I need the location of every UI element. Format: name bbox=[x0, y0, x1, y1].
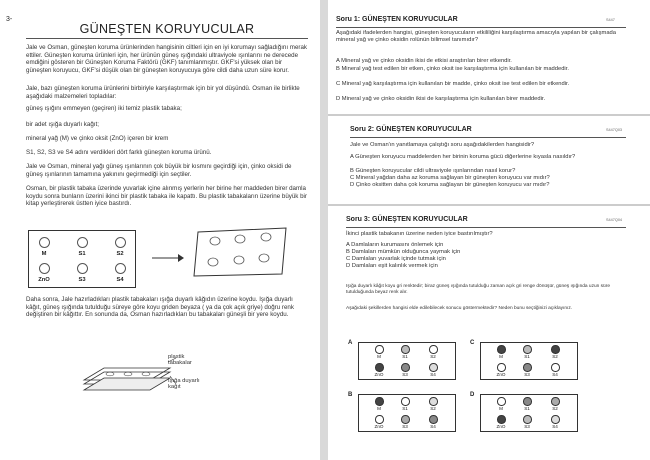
material-item: mineral yağ (M) ve çinko oksit (ZnO) içeren bir krem bbox=[26, 135, 169, 142]
question-3-rule bbox=[346, 227, 626, 228]
option-panel-c[interactable] bbox=[480, 342, 578, 380]
figure-question: Aşağıdaki şekillerden hangisi elde edilebilecek sonucu göstermektedir? Neden bunu seçtiğinizi açıklayınız. bbox=[346, 306, 573, 311]
stack-label-sheets: plastik tabakalar bbox=[168, 354, 192, 366]
question-2-heading: Soru 2: GÜNEŞTEN KORUYUCULAR bbox=[350, 126, 472, 133]
result-circle bbox=[375, 415, 384, 424]
drop-label: S1 bbox=[78, 251, 86, 257]
material-item: güneş ışığını emmeyen (geçiren) iki temiz plastik tabaka; bbox=[26, 105, 182, 112]
result-label: S2 bbox=[552, 354, 558, 359]
result-label: S2 bbox=[430, 354, 436, 359]
drop-label: S3 bbox=[78, 277, 86, 283]
drop-circle bbox=[115, 237, 126, 248]
question-1-option-a[interactable]: A Mineral yağ ve çinko oksidin ikisi de etkisi araştırılan birer etkendir. bbox=[336, 58, 512, 64]
question-2-stem: Jale ve Osman'ın yanıtlamaya çalıştığı soru aşağıdakilerden hangisidir? bbox=[350, 142, 535, 148]
question-1-code: S447 bbox=[606, 18, 615, 22]
question-2-option-b[interactable]: B Güneşten koruyucular cildi ultraviyole ışınlarından nasıl korur? bbox=[350, 168, 516, 174]
result-label: S1 bbox=[524, 406, 530, 411]
question-3-option-d[interactable]: D Damlaları eşit kalınlık vermek için bbox=[346, 263, 438, 269]
question-1-rule bbox=[336, 27, 626, 28]
result-circle bbox=[523, 345, 532, 354]
drop-circle bbox=[39, 237, 50, 248]
result-circle bbox=[401, 345, 410, 354]
result-circle bbox=[497, 345, 506, 354]
selection-paragraph: Jale ve Osman, mineral yağı güneş ışınlarının çok büyük bir kısmını geçirdiği için, çinko oksidi de güneş ışınlarının tamamına yakınını geçirmediği için seçtiler. bbox=[26, 163, 292, 178]
result-label: S4 bbox=[430, 372, 436, 377]
question-2-option-a[interactable]: A Güneşten koruyucu maddelerden her birinin koruma gücü diğerlerine kıyasla nasıldır? bbox=[350, 154, 576, 160]
result-circle bbox=[551, 345, 560, 354]
result-label: S3 bbox=[402, 372, 408, 377]
option-panel-d[interactable] bbox=[480, 394, 578, 432]
question-2-code: S447Q03 bbox=[606, 128, 623, 132]
result-circle bbox=[523, 397, 532, 406]
result-circle bbox=[401, 415, 410, 424]
result-circle bbox=[429, 415, 438, 424]
drop-label: S2 bbox=[116, 251, 124, 257]
result-circle bbox=[375, 397, 384, 406]
stack-figure bbox=[80, 354, 180, 400]
result-label: S1 bbox=[402, 406, 408, 411]
result-circle bbox=[497, 363, 506, 372]
option-letter-d[interactable]: D bbox=[470, 392, 475, 398]
paper-note: Işığa duyarlı kâğıt koyu gri renktedir; biraz güneş ışığında tutulduğu zaman açık gri renge dönüşür, güneş ışığında uzun süre tutulduğunda beyaz renk alır. bbox=[346, 284, 610, 295]
result-circle bbox=[497, 415, 506, 424]
result-circle bbox=[429, 397, 438, 406]
question-3-option-b[interactable]: B Damlaları mümkün olduğunca yaymak için bbox=[346, 249, 461, 255]
option-panel-a[interactable] bbox=[358, 342, 456, 380]
question-1-heading: Soru 1: GÜNEŞTEN KORUYUCULAR bbox=[336, 16, 458, 23]
option-letter-a[interactable]: A bbox=[348, 340, 353, 346]
option-panel-b[interactable] bbox=[358, 394, 456, 432]
right-page bbox=[328, 0, 650, 460]
stack-label-paper: Işığa duyarlı kağıt bbox=[168, 378, 200, 390]
result-label: S4 bbox=[552, 372, 558, 377]
material-item: bir adet ışığa duyarlı kağıt; bbox=[26, 121, 99, 128]
question-1-option-c[interactable]: C Mineral yağ karşılaştırma için kullanılan bir madde, çinko oksit ise test edilen bir etkendir. bbox=[336, 81, 570, 87]
result-circle bbox=[551, 415, 560, 424]
result-label: ZnO bbox=[374, 372, 384, 377]
result-circle bbox=[523, 415, 532, 424]
plastic-sheet-figure bbox=[28, 230, 136, 288]
result-circle bbox=[375, 345, 384, 354]
drop-label: S4 bbox=[116, 277, 124, 283]
result-label: M bbox=[377, 406, 381, 411]
result-circle bbox=[375, 363, 384, 372]
procedure-paragraph: Osman, bir plastik tabaka üzerinde yuvarlak içine alınmış yerlerin her birine her maddeden birer damla koydu sonra bunların üzerini ikinci bir plastik tabaka ile kapattı. Bu plastik tabakaların üzerine büyük bir kitap yerleştirerek üstten iyice bastırdı. bbox=[26, 185, 307, 208]
result-label: S1 bbox=[402, 354, 408, 359]
result-label: S3 bbox=[524, 372, 530, 377]
drop-circle bbox=[115, 263, 126, 274]
intro-paragraph: Jale ve Osman, güneşten koruma ürünlerinden hangisinin ciltleri için en iyi korumayı sağladığını merak ettiler. Güneşten koruma ürünleri için, her ürünün güneş ışığındaki ultraviyole ışınlarını ne derecede emdiğini gösteren bir Güneşten Koruma Faktörü (GKF) tanımlanmıştır. GKF'si yüksek olan bir güneşten koruyucu, GKF'si düşük olan bir güneşten koruyucuya göre cildi daha uzun süre korur. bbox=[26, 44, 307, 74]
result-circle bbox=[429, 363, 438, 372]
page-mark: 3- bbox=[6, 16, 13, 23]
result-label: M bbox=[499, 354, 503, 359]
material-item: S1, S2, S3 ve S4 adını verdikleri dört farklı güneşten koruma ürünü. bbox=[26, 149, 212, 156]
section-separator bbox=[328, 114, 650, 116]
question-1-option-d[interactable]: D Mineral yağ ve çinko oksidin ikisi de karşılaştırma için kullanılan birer maddedir. bbox=[336, 96, 546, 102]
result-circle bbox=[551, 363, 560, 372]
question-3-heading: Soru 3: GÜNEŞTEN KORUYUCULAR bbox=[346, 216, 468, 223]
result-label: S2 bbox=[552, 406, 558, 411]
result-label: S4 bbox=[552, 424, 558, 429]
drop-circle bbox=[39, 263, 50, 274]
result-label: M bbox=[499, 406, 503, 411]
result-label: ZnO bbox=[496, 424, 506, 429]
question-1-option-b[interactable]: B Mineral yağ test edilen bir etken, çinko oksit ise karşılaştırma için kullanılan bir maddedir. bbox=[336, 66, 569, 72]
left-page bbox=[0, 0, 320, 460]
result-label: S3 bbox=[402, 424, 408, 429]
result-label: ZnO bbox=[496, 372, 506, 377]
result-circle bbox=[523, 363, 532, 372]
result-label: S1 bbox=[524, 354, 530, 359]
question-1-stem: Aşağıdaki ifadelerden hangisi, güneşten koruyucuların etkililiğini karşılaştırma amacıyla yapılan bir çalışmada mineral yağ ve çinko oksidin rolünün bilimsel tanımıdır? bbox=[336, 30, 617, 43]
question-2-rule bbox=[350, 137, 626, 138]
method-paragraph: Jale, bazı güneşten koruma ürünlerini birbiriyle karşılaştırmak için bir yol düşündü. Osman ile birlikte aşağıdaki malzemeleri topladılar: bbox=[26, 85, 300, 100]
result-label: ZnO bbox=[374, 424, 384, 429]
result-circle bbox=[429, 345, 438, 354]
option-letter-b[interactable]: B bbox=[348, 392, 353, 398]
question-3-code: S447Q04 bbox=[606, 218, 623, 222]
result-circle bbox=[401, 397, 410, 406]
result-label: S2 bbox=[430, 406, 436, 411]
result-label: M bbox=[377, 354, 381, 359]
question-2-option-d[interactable]: D Çinko oksitten daha çok koruma sağlayan bir güneşten koruyucu var mıdır? bbox=[350, 182, 550, 188]
option-letter-c[interactable]: C bbox=[470, 340, 475, 346]
drop-circle bbox=[77, 263, 88, 274]
arrow-right-icon bbox=[152, 252, 184, 264]
question-3-stem: İkinci plastik tabakanın üzerine neden iyice bastırılmıştır? bbox=[346, 231, 493, 237]
page-title: GÜNEŞTEN KORUYUCULAR bbox=[79, 22, 255, 36]
pressed-sheet-figure bbox=[190, 226, 290, 278]
result-label: S4 bbox=[430, 424, 436, 429]
title-rule bbox=[26, 38, 308, 39]
question-3-option-c[interactable]: C Damlaları yuvarlak içinde tutmak için bbox=[346, 256, 446, 262]
result-paragraph: Daha sonra, Jale hazırladıkları plastik tabakaları ışığa duyarlı kâğıdın üzerine koydu. Işığa duyarlı kâğıt, güneş ışığında tutulduğu süreye göre koyu griden beyaza ( ya da çok açık griye) doğru renk değiştiren bir kâğıttır. En sonunda da, Osman hazırladıkları bu tabakaları güneşli bir yere koydu. bbox=[26, 296, 294, 319]
result-circle bbox=[551, 397, 560, 406]
result-circle bbox=[401, 363, 410, 372]
question-2-option-c[interactable]: C Mineral yağdan daha az koruma sağlayan bir güneşten koruyucu var mıdır? bbox=[350, 175, 550, 181]
drop-circle bbox=[77, 237, 88, 248]
drop-label: ZnO bbox=[38, 277, 50, 283]
result-circle bbox=[497, 397, 506, 406]
section-separator bbox=[328, 204, 650, 206]
question-3-option-a[interactable]: A Damlaların kurumasını önlemek için bbox=[346, 242, 444, 248]
result-label: S3 bbox=[524, 424, 530, 429]
drop-label: M bbox=[41, 251, 47, 257]
